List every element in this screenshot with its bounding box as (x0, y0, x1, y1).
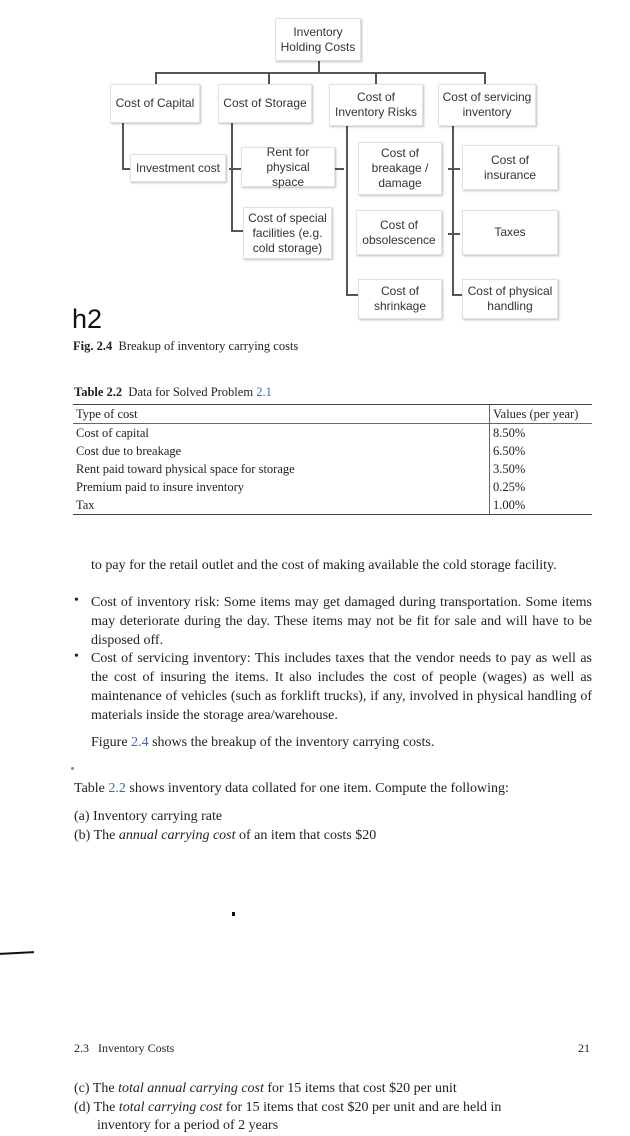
connector-line (155, 72, 157, 84)
table-row (73, 442, 592, 460)
table-cell: 6.50% (490, 442, 593, 460)
problem-d-emphasis: total carrying cost (118, 1100, 223, 1115)
bullet-inventory-risk: Cost of inventory risk: Some items may get damaged during transportation. Some items may deteriorate during the day. These items may not be fit for sale and will have to be disposed off. (91, 595, 592, 648)
table-caption-number: Table 2.2 (74, 385, 123, 399)
table-cell: Tax (73, 496, 490, 515)
footer-page-number: 21 (578, 1041, 590, 1055)
table-cell: Premium paid to insure inventory (76, 479, 245, 494)
problem-c-pre: (c) The (74, 1081, 115, 1096)
problem-item-b (74, 826, 592, 845)
problem-b-post: of an item that costs $20 (239, 828, 377, 843)
connector-line (452, 123, 454, 295)
child-box-rent-physical-space: Rent for physical space (241, 147, 335, 187)
problem-d-pre: (d) The (74, 1100, 116, 1115)
child-box-shrinkage: Cost of shrinkage (358, 279, 442, 319)
problem-item-c (74, 1079, 592, 1098)
table-cell: 0.25% (490, 478, 593, 496)
figure-ref-post: shows the breakup of the inventory carrying costs. (152, 735, 435, 750)
connector-line (334, 168, 344, 170)
problem-intro-post: shows inventory data collated for one item. Compute the following: (129, 781, 509, 796)
scan-mark (232, 912, 235, 916)
problem-d-post: for 15 items that cost $20 per unit and are held in (225, 1100, 502, 1115)
table-cell: Cost due to breakage (76, 443, 182, 458)
body-paragraph: to pay for the retail outlet and the cost of making available the cold storage facility. (91, 558, 557, 573)
data-table (73, 404, 592, 515)
table-cell: Rent paid toward physical space for storage (76, 461, 295, 476)
figure-ref-link[interactable]: 2.4 (131, 735, 149, 750)
table-cell: 1.00% (490, 496, 593, 515)
table-cell: 8.50% (490, 424, 593, 443)
table-row (73, 424, 592, 443)
category-box-storage: Cost of Storage (218, 84, 312, 123)
table-cell: Cost of capital (76, 425, 149, 440)
overlay-h2-label: h2 (72, 304, 103, 334)
connector-line (122, 168, 130, 170)
table-row (73, 496, 592, 515)
child-box-physical-handling: Cost of physical handling (462, 279, 558, 319)
connector-line (346, 294, 358, 296)
table-row (73, 478, 592, 496)
table-header-row (73, 405, 592, 424)
table-caption (74, 385, 272, 400)
table-row (73, 460, 592, 478)
problem-c-post: for 15 items that cost $20 per unit (267, 1081, 457, 1096)
connector-line (268, 72, 270, 84)
figure-reference-line (91, 733, 592, 752)
connector-line (155, 72, 485, 74)
table-ref-link[interactable]: 2.2 (108, 781, 126, 796)
table-caption-text: Data for Solved Problem (128, 385, 254, 399)
child-box-breakage: Cost of breakage / damage (358, 142, 442, 195)
connector-line (375, 72, 377, 84)
scan-mark (71, 767, 74, 770)
connector-line (452, 294, 462, 296)
table-header-type: Type of cost (73, 405, 490, 424)
problem-c-emphasis: total annual carrying cost (118, 1081, 264, 1096)
connector-line (448, 233, 460, 235)
child-box-investment-cost: Investment cost (130, 154, 226, 182)
connector-line (231, 230, 243, 232)
figure-caption-text: Breakup of inventory carrying costs (118, 339, 299, 353)
table-cell: 3.50% (490, 460, 593, 478)
connector-line (346, 123, 348, 295)
category-box-capital: Cost of Capital (110, 84, 200, 123)
bullet-icon: • (74, 649, 79, 664)
connector-line (484, 72, 486, 84)
problem-intro-pre: Table (74, 781, 105, 796)
figure-ref-pre: Figure (91, 735, 128, 750)
bullet-icon: • (74, 593, 79, 608)
figure-caption-number: Fig. 2.4 (73, 339, 113, 353)
category-box-servicing: Cost of servicing inventory (438, 84, 536, 126)
category-box-risks: Cost of Inventory Risks (329, 84, 423, 126)
child-box-insurance: Cost of insurance (462, 145, 558, 190)
footer-section: 2.3 Inventory Costs (74, 1041, 175, 1055)
problem-item-a: (a) Inventory carrying rate (74, 809, 223, 824)
problem-b-emphasis: annual carrying cost (118, 828, 236, 843)
problem-item-d-line2: inventory for a period of 2 years (97, 1118, 279, 1133)
child-box-special-facilities: Cost of special facilities (e.g. cold storage) (243, 207, 332, 259)
table-caption-ref: 2.1 (256, 385, 272, 399)
connector-line (122, 123, 124, 169)
figure-caption (73, 339, 298, 354)
connector-line (448, 168, 460, 170)
problem-intro (74, 779, 592, 798)
connector-line (318, 61, 320, 72)
table-header-values: Values (per year) (490, 405, 593, 424)
root-box: Inventory Holding Costs (275, 18, 361, 61)
connector-line (231, 123, 233, 231)
child-box-obsolescence: Cost of obsolescence (356, 210, 442, 255)
problem-b-pre: (b) The (74, 828, 116, 843)
bullet-servicing-inventory: Cost of servicing inventory: This includes taxes that the vendor needs to pay as well as the cost of insuring the items. It also includes the cost of people (wages) as well as maintenance of vehicles (such as forklift trucks), if any, involved in physical handling of materials inside the storage area/warehouse. (91, 651, 592, 723)
child-box-taxes: Taxes (462, 210, 558, 255)
scan-dash (0, 951, 34, 955)
problem-item-d (74, 1098, 594, 1117)
